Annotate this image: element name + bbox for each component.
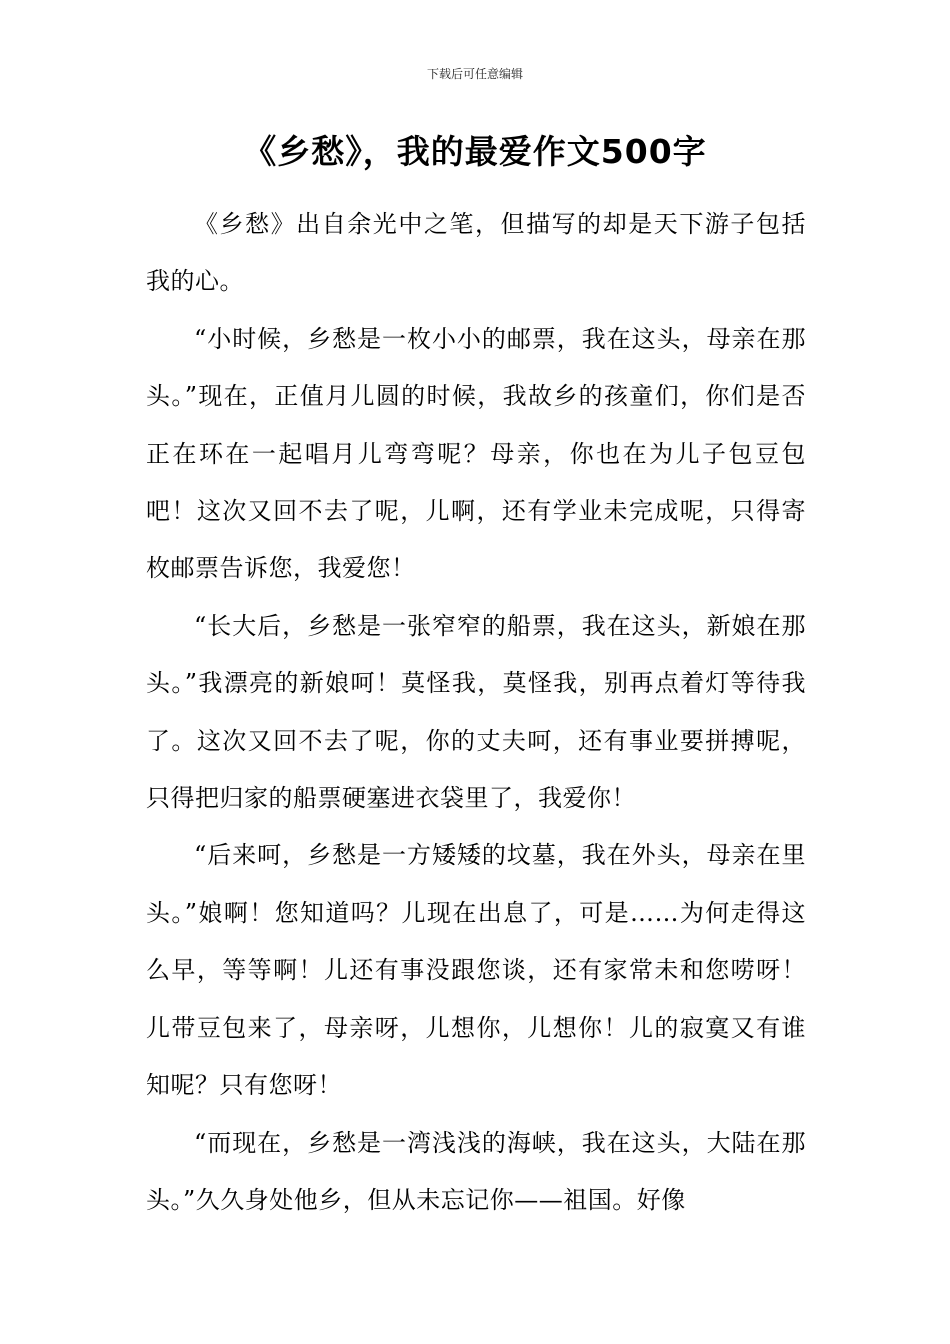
paragraph-2: “小时候，乡愁是一枚小小的邮票，我在这头，母亲在那头。”现在，正值月儿圆的时候，我故乡的孩童们，你们是否正在环在一起唱月儿弯弯呢？母亲，你也在为儿子包豆包吧！这次又回不去了呢，儿啊，还有学业未完成呢，只得寄枚邮票告诉您，我爱您！ xyxy=(146,324,806,583)
paragraph-5: “而现在，乡愁是一湾浅浅的海峡，我在这头，大陆在那头。”久久身处他乡，但从未忘记你——祖国。好像 xyxy=(146,1128,806,1214)
paragraph-4: “后来呵，乡愁是一方矮矮的坟墓，我在外头，母亲在里头。”娘啊！您知道吗？儿现在出息了，可是……为何走得这么早，等等啊！儿还有事没跟您谈，还有家常未和您唠呀！儿带豆包来了，母亲呀，儿想你，儿想你！儿的寂寞又有谁知呢？只有您呀！ xyxy=(146,841,806,1100)
paragraph-1: 《乡愁》出自余光中之笔，但描写的却是天下游子包括我的心。 xyxy=(146,210,806,296)
document-title: 《乡愁》，我的最爱作文500字 xyxy=(243,132,707,171)
document-body xyxy=(146,196,806,1229)
paragraph-3: “长大后，乡愁是一张窄窄的船票，我在这头，新娘在那头。”我漂亮的新娘呵！莫怪我，莫怪我，别再点着灯等待我了。这次又回不去了呢，你的丈夫呵，还有事业要拼搏呢，只得把归家的船票硬塞进衣袋里了，我爱你！ xyxy=(146,611,806,813)
page-header-note: 下载后可任意编辑 xyxy=(426,67,523,81)
